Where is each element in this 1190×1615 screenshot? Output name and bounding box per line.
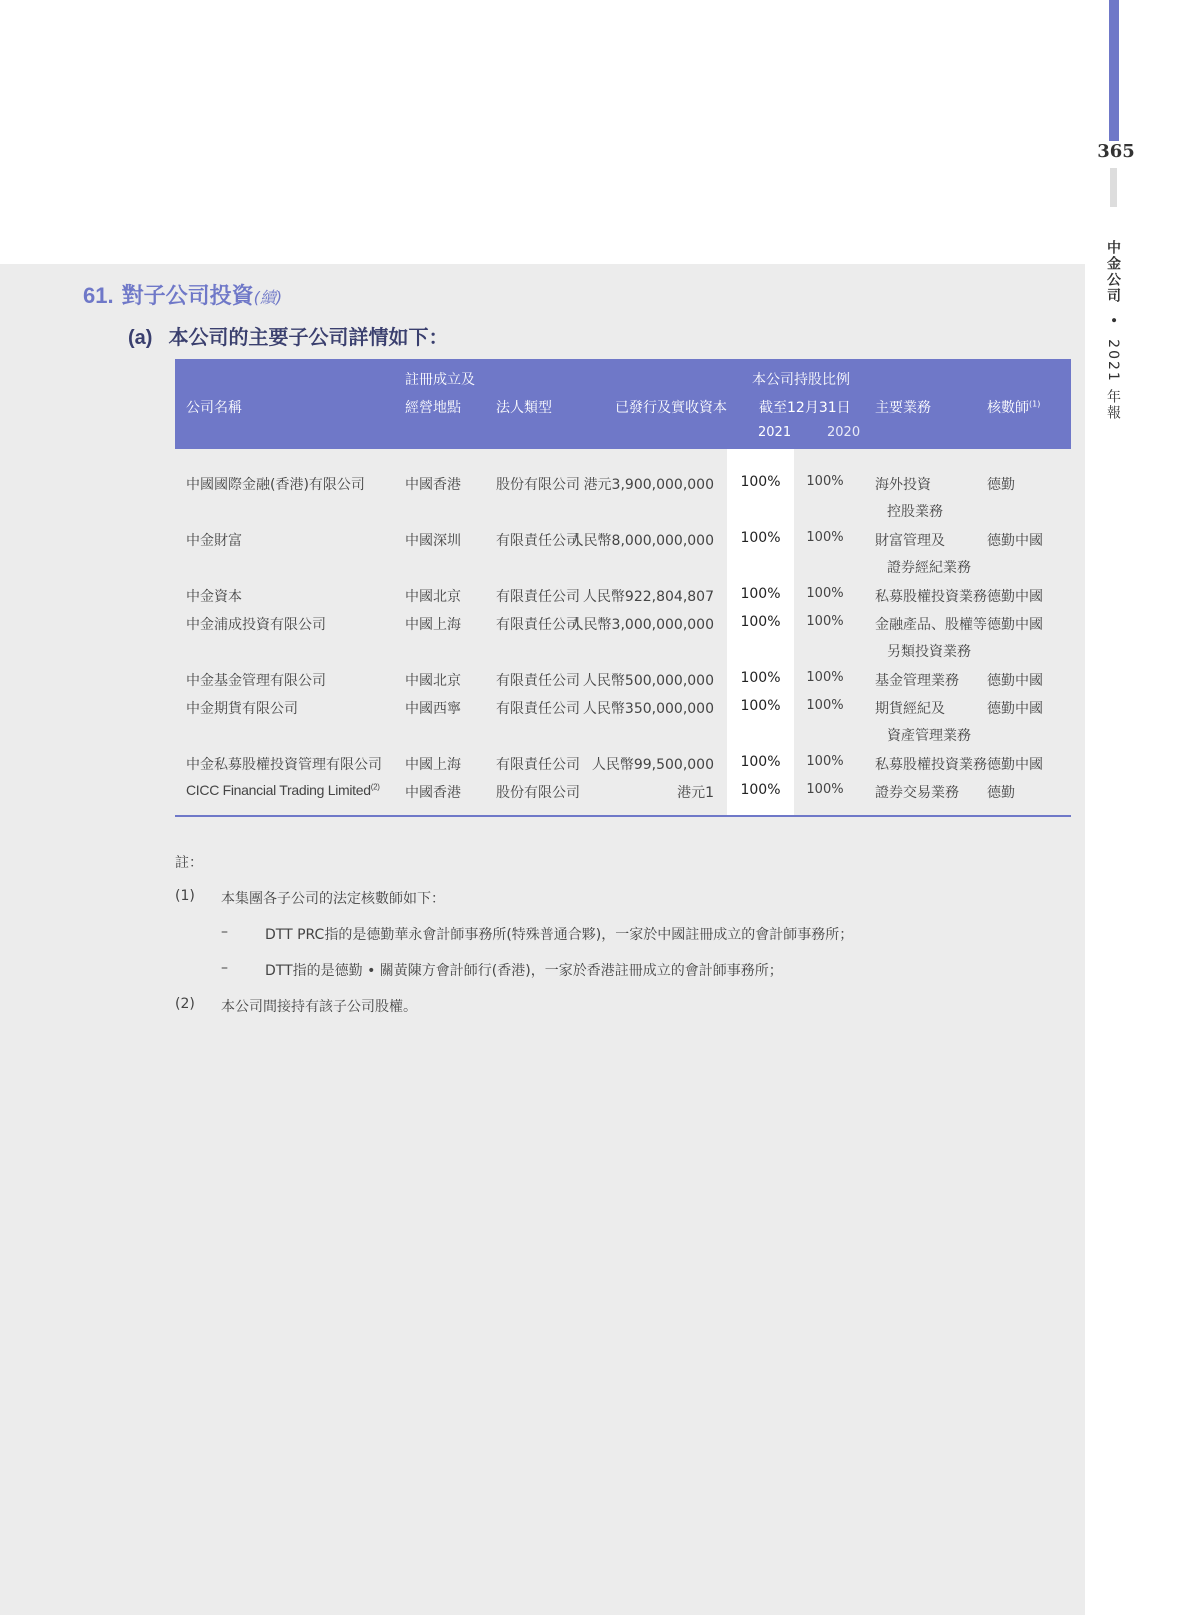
section-number: 61. [83,283,114,308]
cell-place: 中國上海 [405,617,461,633]
cell-holding-2020: 100% [806,670,844,685]
cell-legal-type: 有限責任公司 [496,533,580,549]
page-top-margin [0,0,1085,264]
cell-capital: 港元1 [677,785,714,801]
table-row [175,698,1071,744]
note-1-sub-1-text: DTT PRC指的是德勤華永會計師事務所(特殊普通合夥)，一家於中國註冊成立的會計師事務所； [265,927,854,943]
cell-company-name: 中金資本 [186,589,242,605]
header-place-line1: 註冊成立及 [405,372,475,388]
cell-company-name: 中金財富 [186,533,242,549]
cell-holding-2020: 100% [806,586,844,601]
dash-bullet: – [221,960,228,976]
cell-company-name: 中金期貨有限公司 [186,701,298,717]
cell-business: 海外投資 控股業務 [875,477,943,520]
section-heading [83,279,282,310]
header-auditor: 核數師$^{(1)}$ [987,399,1041,416]
cell-auditor: 德勤中國 [987,701,1043,717]
page-grey-bar [1110,168,1117,207]
table-body [175,449,1071,816]
cell-holding-2021: 100% [740,474,781,490]
cell-place: 中國香港 [405,477,461,493]
cell-company-name: 中金基金管理有限公司 [186,673,326,689]
cell-auditor: 德勤 [987,785,1015,801]
subsection-title: 本公司的主要子公司詳情如下： [168,325,449,349]
header-holding-line1: 本公司持股比例 [752,372,850,388]
section-continued: (續) [253,288,283,307]
cell-holding-2020: 100% [806,698,844,713]
table-row [175,586,1071,614]
page-accent-bar [1109,0,1119,141]
cell-auditor: 德勤 [987,477,1015,493]
cell-capital: 港元3,900,000,000 [583,477,714,493]
section-title: 對子公司投資 [121,284,254,309]
cell-place: 中國香港 [405,785,461,801]
cell-holding-2021: 100% [740,782,781,798]
cell-capital: 人民幣8,000,000,000 [569,533,714,549]
cell-holding-2021: 100% [740,698,781,714]
cell-business: 金融產品、股權等 另類投資業務 [875,617,987,660]
subsection-heading [128,321,448,350]
cell-place: 中國上海 [405,757,461,773]
notes-title: 註： [175,855,203,871]
header-legal-type: 法人類型 [496,400,552,416]
page-number: 365 [1097,141,1135,162]
header-auditor-note: (1) [1029,399,1041,409]
header-year-2020: 2020 [827,425,861,440]
header-place-line2: 經營地點 [405,400,461,416]
cell-company-name: CICC Financial Trading Limited$^{(2)}$ [186,782,380,798]
cell-holding-2021: 100% [740,586,781,602]
note-1-text: 本集團各子公司的法定核數師如下： [221,891,445,907]
cell-legal-type: 有限責任公司 [496,701,580,717]
cell-business: 證券交易業務 [875,785,959,801]
table-bottom-rule [175,815,1071,817]
cell-auditor: 德勤中國 [987,757,1043,773]
table-row [175,782,1071,810]
note-2-text: 本公司間接持有該子公司股權。 [221,999,417,1015]
cell-capital: 人民幣350,000,000 [582,701,714,717]
cell-company-name: 中金浦成投資有限公司 [186,617,326,633]
cell-business: 財富管理及 證券經紀業務 [875,533,971,576]
cell-capital: 人民幣500,000,000 [582,673,714,689]
cell-legal-type: 有限責任公司 [496,589,580,605]
table-row [175,530,1071,576]
cell-business: 基金管理業務 [875,673,959,689]
cell-legal-type: 有限責任公司 [496,673,580,689]
table-row [175,670,1071,698]
cell-capital: 人民幣922,804,807 [582,589,714,605]
dash-bullet: – [221,924,228,940]
cell-auditor: 德勤中國 [987,673,1043,689]
cell-capital: 人民幣99,500,000 [591,757,714,773]
table-row [175,474,1071,520]
cell-holding-2020: 100% [806,474,844,489]
cell-holding-2021: 100% [740,670,781,686]
cell-business: 私募股權投資業務 [875,757,987,773]
company-name-note: (2) [370,782,380,792]
cell-place: 中國西寧 [405,701,461,717]
cell-place: 中國北京 [405,589,461,605]
cell-company-name: 中國國際金融(香港)有限公司 [186,477,365,493]
cell-holding-2021: 100% [740,614,781,630]
cell-legal-type: 股份有限公司 [496,477,580,493]
cell-legal-type: 有限責任公司 [496,757,580,773]
cell-business: 期貨經紀及 資產管理業務 [875,701,971,744]
cell-holding-2021: 100% [740,754,781,770]
cell-auditor: 德勤中國 [987,617,1043,633]
header-business: 主要業務 [875,400,931,416]
cell-holding-2020: 100% [806,754,844,769]
cell-holding-2020: 100% [806,614,844,629]
table-header [175,359,1071,449]
cell-holding-2020: 100% [806,782,844,797]
note-1-sub-2-text: DTT指的是德勤 • 關黃陳方會計師行(香港)，一家於香港註冊成立的會計師事務所； [265,963,783,979]
table-row [175,614,1071,660]
side-label [1103,240,1123,421]
header-year-2021: 2021 [758,425,792,440]
cell-capital: 人民幣3,000,000,000 [569,617,714,633]
cell-legal-type: 有限責任公司 [496,617,580,633]
cell-auditor: 德勤中國 [987,533,1043,549]
header-capital: 已發行及實收資本 [615,400,727,416]
cell-place: 中國北京 [405,673,461,689]
side-label-company: 中金公司 [1105,240,1121,304]
table-row [175,754,1071,782]
side-label-report: 2021 年報 [1105,339,1121,422]
cell-holding-2020: 100% [806,530,844,545]
cell-legal-type: 股份有限公司 [496,785,580,801]
note-1-index: (1) [175,888,195,904]
header-holding-line2: 截至12月31日 [759,400,851,416]
note-2-index: (2) [175,996,195,1012]
cell-business: 私募股權投資業務 [875,589,987,605]
cell-auditor: 德勤中國 [987,589,1043,605]
cell-holding-2021: 100% [740,530,781,546]
subsection-label: (a) [128,327,153,349]
side-label-separator: • [1105,316,1121,327]
cell-place: 中國深圳 [405,533,461,549]
header-company-name: 公司名稱 [186,400,242,416]
cell-company-name: 中金私募股權投資管理有限公司 [186,757,382,773]
